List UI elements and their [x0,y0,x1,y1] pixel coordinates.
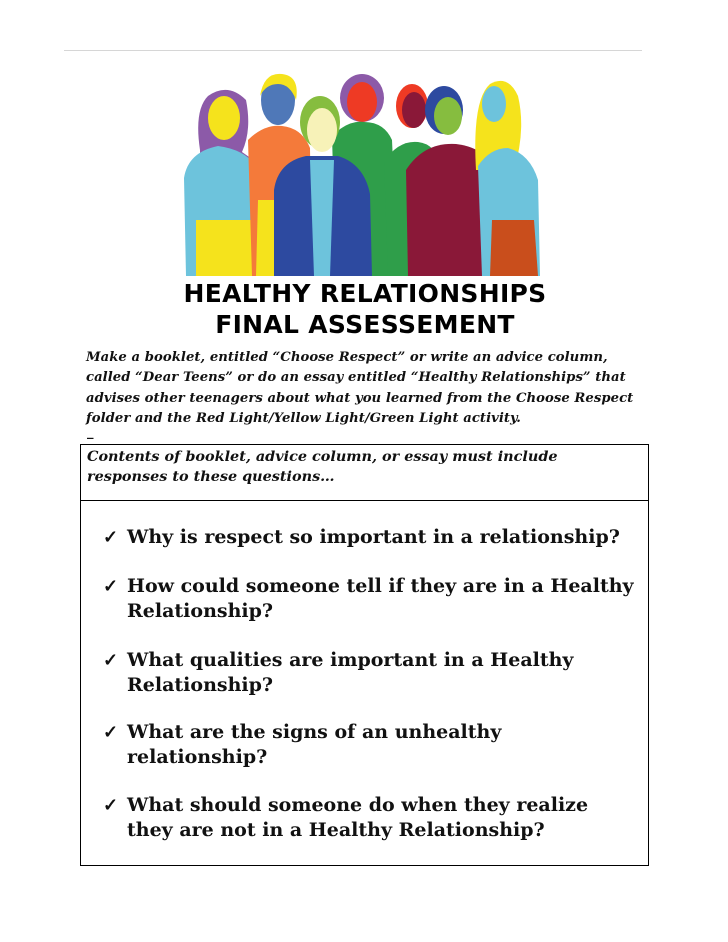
question-item [103,648,643,698]
dash-marker: _ [87,425,94,440]
intro-instructions: Make a booklet, entitled “Choose Respect” or write an advice column, called “Dear Teens” or do an essay entitled “Healthy Relationships” that advises other teenagers about what you learned from the Choose Respect folder and the Red Light/Yellow Light/Green Light activity. [86,350,634,426]
question-text: Why is respect so important in a relationship? [127,526,620,548]
title-line-1: HEALTHY RELATIONSHIPS [183,279,547,308]
checkmark-icon: ✓ [103,527,119,548]
question-item [103,525,643,550]
question-text: What qualities are important in a Healthy Relationship? [127,649,574,696]
title-line-2: FINAL ASSESSEMENT [215,310,515,339]
group-of-teenagers-illustration [178,70,550,276]
checkmark-icon: ✓ [103,576,119,597]
question-text: What are the signs of an unhealthy relationship? [127,721,502,768]
question-text: What should someone do when they realize they are not in a Healthy Relationship? [127,794,589,841]
requirements-text: Contents of booklet, advice column, or essay must include responses to these questions… [87,448,558,485]
question-item [103,793,643,843]
question-item [103,574,643,624]
question-text: How could someone tell if they are in a Healthy Relationship? [127,575,634,622]
header-rule [64,50,642,51]
checkmark-icon: ✓ [103,650,119,671]
checkmark-icon: ✓ [103,722,119,743]
question-item [103,720,643,770]
questions-box [80,500,649,866]
checkmark-icon: ✓ [103,795,119,816]
requirements-box [80,444,649,501]
